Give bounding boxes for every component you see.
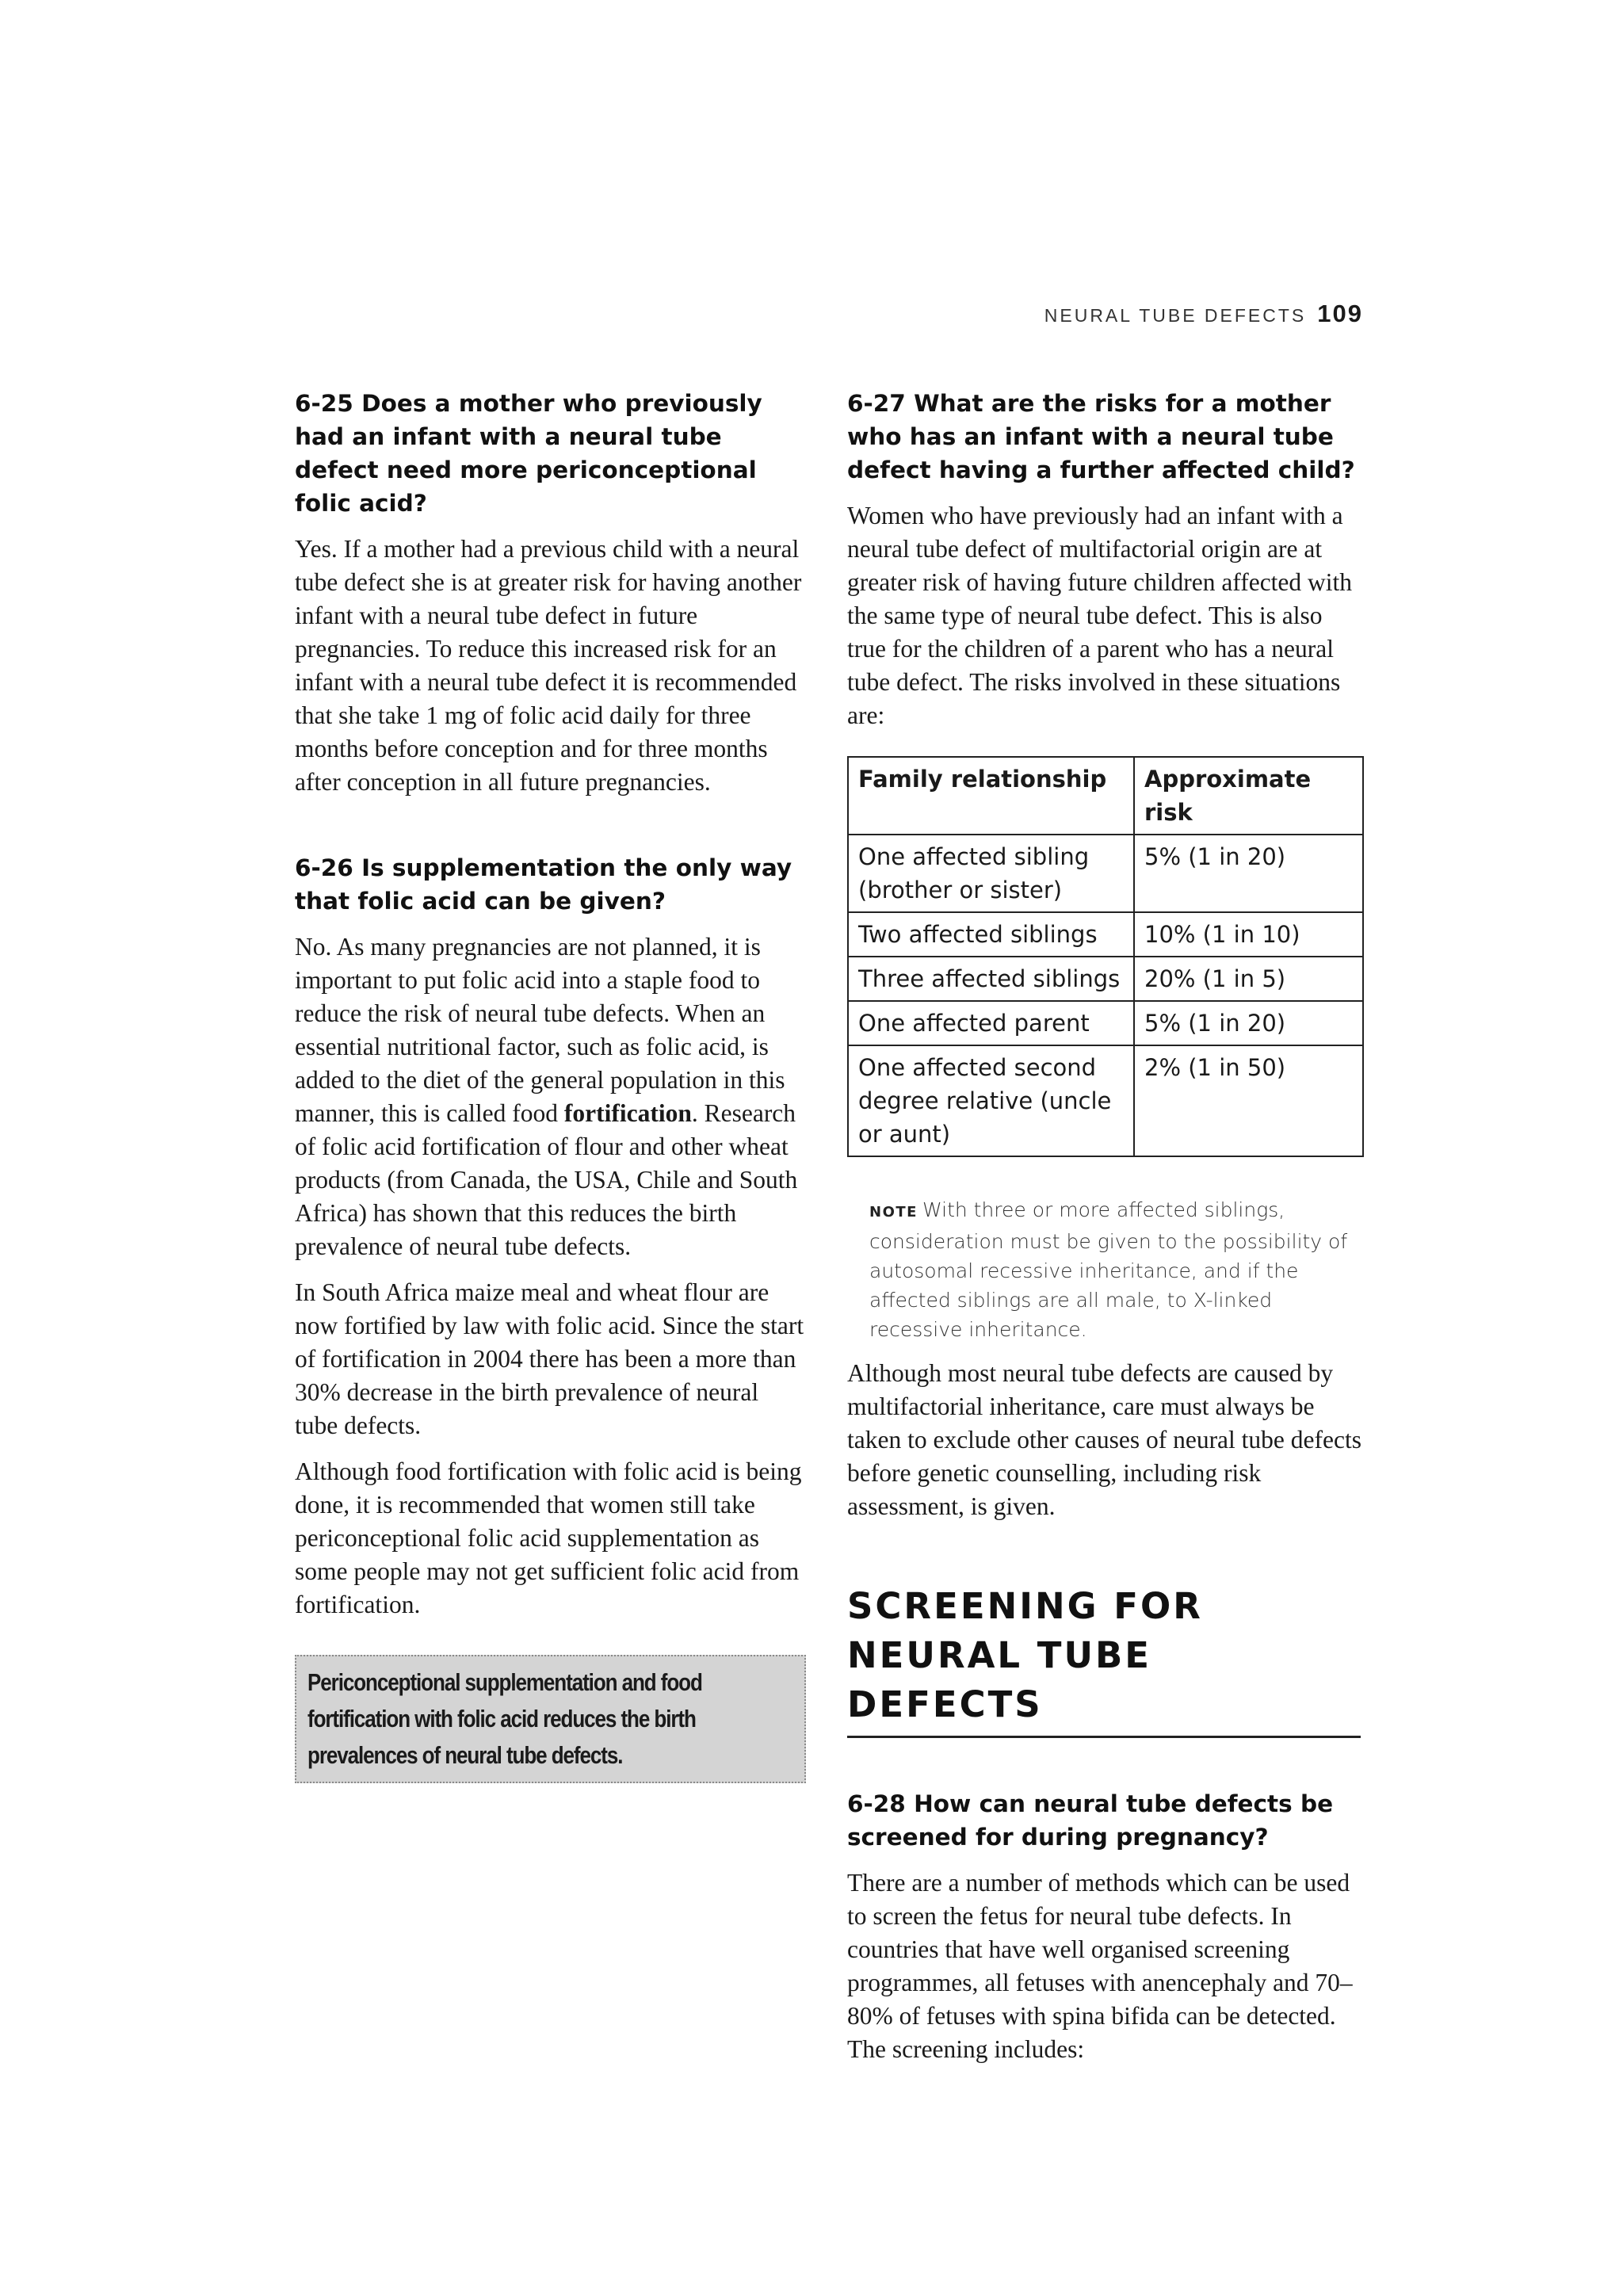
section-heading: SCREENING FOR NEURAL TUBE DEFECTS	[847, 1582, 1361, 1738]
risk-cell: 5% (1 in 20)	[1134, 1001, 1363, 1045]
column-header: Family relationship	[848, 757, 1134, 835]
question-6-25-answer: Yes. If a mother had a previous child with a neural tube defect she is at greater risk for having another infant with a neural tube defect in future pregnancies. To reduce this increased risk for an infant with a neural tube defect it is recommended that she take 1 mg of folic acid daily for three months before conception and for three months after conception in all future pregnancies.	[295, 535, 802, 796]
question-6-26-answer-p1	[295, 930, 806, 1263]
relationship-cell: One affected sibling (brother or sister)	[848, 835, 1134, 912]
question-6-27-answer: Women who have previously had an infant with a neural tube defect of multifactorial origin are at greater risk of having future children affected with the same type of neural tube defect. This is also true for the children of a parent who has a neural tube defect. The risks involved in these situations are:	[847, 502, 1353, 729]
relationship-cell: One affected parent	[848, 1001, 1134, 1045]
question-6-28-answer: There are a number of methods which can be used to screen the fetus for neural tube defects. In countries that have well organised screening programmes, all fetuses with anencephaly and 70–80% of fetuses with spina bifida can be detected. The screening includes:	[847, 1869, 1353, 2063]
page-number: 109	[1317, 300, 1363, 327]
question-6-25-heading: 6-25 Does a mother who previously had an infant with a neural tube defect need more periconceptional folic acid?	[295, 390, 762, 517]
table-row	[848, 912, 1363, 957]
relationship-cell: Three affected siblings	[848, 957, 1134, 1001]
table-row	[848, 835, 1363, 912]
relationship-cell: One affected second degree relative (uncle or aunt)	[848, 1045, 1134, 1156]
answer-text: . Research of folic acid fortification of flour and other wheat products (from Canada, the USA, Chile and South Africa) has shown that this reduces the birth prevalence of neural tube defects.	[295, 1099, 798, 1260]
right-column	[847, 387, 1362, 2079]
risk-table-header-row	[848, 757, 1363, 835]
table-row	[848, 1045, 1363, 1156]
note-text: With three or more affected siblings, consideration must be given to the possibility of autosomal recessive inheritance, and if the affected siblings are all male, to X-linked recessive inheritance.	[869, 1198, 1348, 1341]
genetic-counselling-paragraph: Although most neural tube defects are caused by multifactorial inheritance, care must always be taken to exclude other causes of neural tube defects before genetic counselling, including risk assessment, is given.	[847, 1359, 1361, 1520]
table-row	[848, 957, 1363, 1001]
question-6-28-heading: 6-28 How can neural tube defects be screened for during pregnancy?	[847, 1790, 1334, 1851]
key-point-text: Periconceptional supplementation and food fortification with folic acid reduces the birth prevalences of neural tube defects.	[307, 1668, 702, 1769]
fortification-term: fortification	[563, 1099, 692, 1127]
left-column	[295, 387, 806, 1783]
risk-cell: 20% (1 in 5)	[1134, 957, 1363, 1001]
column-header: Approximate risk	[1134, 757, 1363, 835]
question-6-26-heading: 6-26 Is supplementation the only way that folic acid can be given?	[295, 854, 792, 915]
risk-cell: 10% (1 in 10)	[1134, 912, 1363, 957]
risk-cell: 2% (1 in 50)	[1134, 1045, 1363, 1156]
question-6-26-answer-p2: In South Africa maize meal and wheat flour are now fortified by law with folic acid. Since the start of fortification in 2004 there has been a more than 30% decrease in the birth prevalence of neural tube defects.	[295, 1278, 804, 1439]
running-head-title: NEURAL TUBE DEFECTS	[1044, 305, 1307, 326]
table-row	[848, 1001, 1363, 1045]
relationship-cell: Two affected siblings	[848, 912, 1134, 957]
risk-cell: 5% (1 in 20)	[1134, 835, 1363, 912]
answer-text: No. As many pregnancies are not planned, it is important to put folic acid into a staple food to reduce the risk of neural tube defects. When an essential nutritional factor, such as folic acid, is added to the diet of the general population in this manner, this is called food	[295, 933, 785, 1127]
running-head	[1044, 300, 1363, 328]
note-label: NOTE	[869, 1204, 918, 1221]
key-point-box	[295, 1655, 806, 1783]
question-6-27-heading: 6-27 What are the risks for a mother who has an infant with a neural tube defect having a further affected child?	[847, 390, 1355, 483]
risk-table	[847, 756, 1364, 1157]
note	[869, 1195, 1362, 1344]
question-6-26-answer-p3: Although food fortification with folic acid is being done, it is recommended that women still take periconceptional folic acid supplementation as some people may not get sufficient folic acid from fortification.	[295, 1457, 802, 1618]
